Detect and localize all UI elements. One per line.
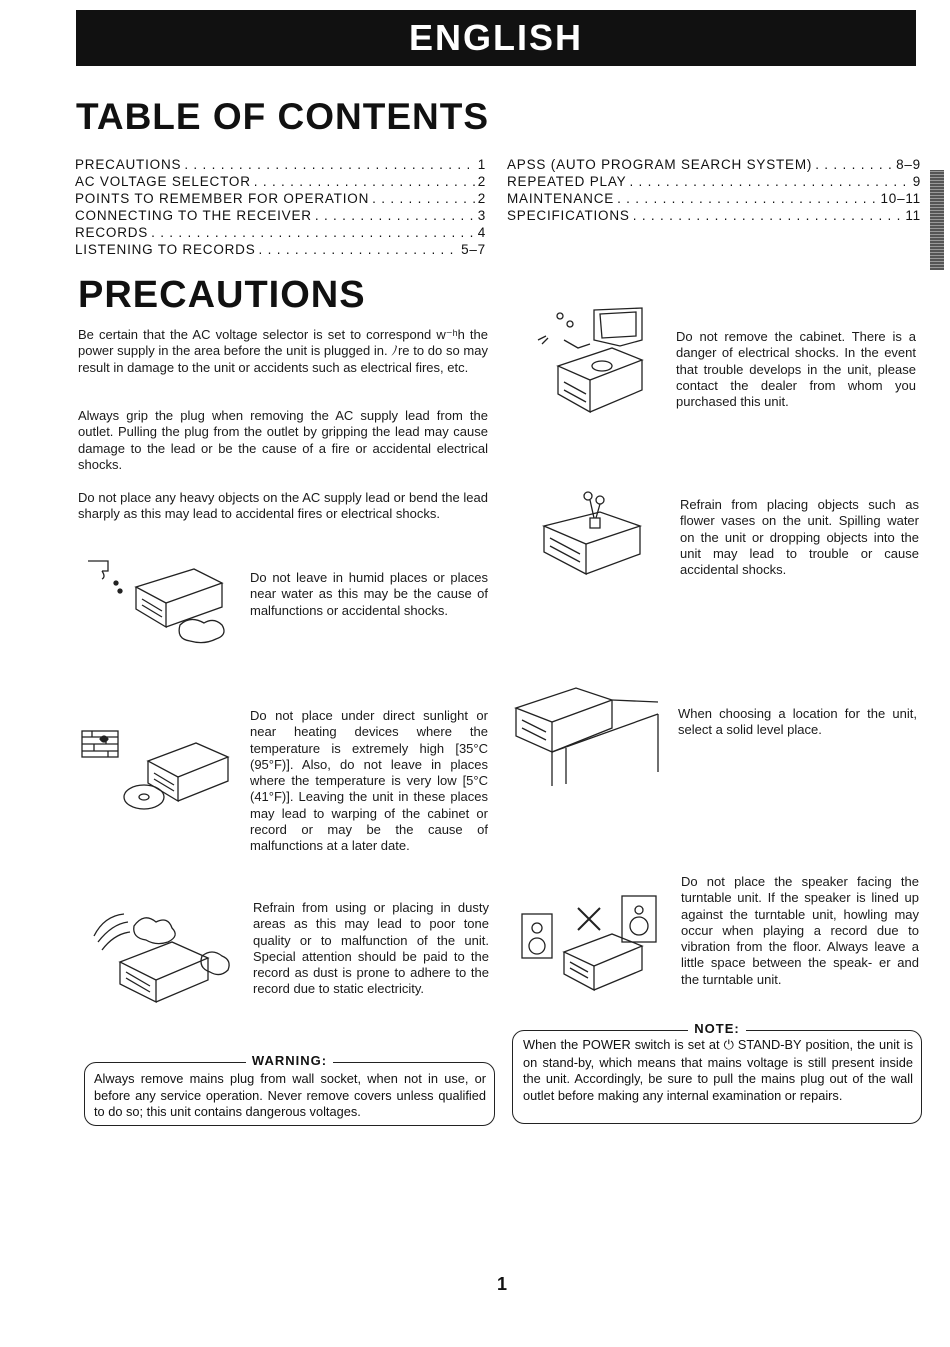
- toc-heading: TABLE OF CONTENTS: [76, 96, 490, 137]
- speaker-precaution-text: Do not place the speaker facing the turntable unit. If the speaker is lined up against the turntable unit, howling may occur when playing a record due to vibration from the floor. Always leave a little space between the speak- er and the turntable unit.: [681, 874, 919, 987]
- toc-entry-title: CONNECTING TO THE RECEIVER: [75, 208, 312, 223]
- page-number: 1: [496, 1274, 507, 1294]
- sunlight-unit-illustration: [78, 717, 236, 817]
- plug-precaution-text: Always grip the plug when removing the AC supply lead from the outlet. Pulling the plug from the outlet by gripping the lead may cause damage to the lead or be the cause of a fire or accidental electrical shocks.: [78, 408, 488, 472]
- note-label: NOTE:: [688, 1021, 745, 1036]
- humid-precaution-text: Do not leave in humid places or places near water as this may be the cause of malfunctions or accidental shocks.: [250, 570, 488, 618]
- flower-vase-illustration: [540, 488, 646, 586]
- toc-entry-page: 8–9: [896, 157, 921, 172]
- precautions-heading: PRECAUTIONS: [78, 274, 366, 316]
- toc-entry[interactable]: [507, 173, 921, 190]
- toc-entry-page: 1: [477, 157, 486, 172]
- heavy-objects-precaution-text: Do not place any heavy objects on the AC supply lead or bend the lead sharply as this may lead to accidental fires or electrical shocks.: [78, 490, 488, 522]
- toc-entry[interactable]: [75, 173, 486, 190]
- warning-box: [84, 1053, 495, 1126]
- speaker-placement-illustration: [516, 890, 664, 994]
- level-place-illustration: [512, 680, 662, 790]
- warning-text: Always remove mains plug from wall socket, when not in use, or before any service operation. Never remove covers unless qualified to do so; this unit contains dangerous voltages.: [94, 1071, 486, 1119]
- dust-precaution-text: Refrain from using or placing in dusty areas as this may lead to poor tone quality or to malfunction of the unit. Special attention should be paid to the record as dust is prone to adhere to the record due to static electricity.: [253, 900, 489, 997]
- warning-label: WARNING:: [246, 1053, 333, 1068]
- toc-entry-title: PRECAUTIONS: [75, 157, 182, 172]
- toc-entry[interactable]: [75, 224, 486, 241]
- note-text-start: When the POWER switch is set at: [523, 1037, 720, 1052]
- toc-entry-page: 11: [905, 208, 921, 223]
- toc-entry[interactable]: [75, 207, 486, 224]
- cabinet-removal-illustration: [524, 300, 664, 418]
- toc-entry-title: AC VOLTAGE SELECTOR: [75, 174, 251, 189]
- note-text: [523, 1037, 913, 1104]
- toc-entry[interactable]: [75, 190, 486, 207]
- cabinet-precaution-text: Do not remove the cabinet. There is a danger of electrical shocks. In the event that trouble develops in the unit, please contact the dealer from whom you purchased this unit.: [676, 329, 916, 410]
- note-box: [512, 1021, 922, 1124]
- toc-entry[interactable]: [507, 190, 921, 207]
- toc-entry-title: LISTENING TO RECORDS: [75, 242, 256, 257]
- page-edge-tab: [930, 170, 944, 270]
- sunlight-precaution-text: Do not place under direct sunlight or near heating devices where the temperature is extremely high [35°C (95°F)]. Also, do not leave in places where the temperature is very low [5°C (41°F)]. Leaving the unit in these places may lead to warping of the cabinet or record or may be the cause of malfunctions at a later date.: [250, 708, 488, 854]
- toc-left-column: [75, 156, 486, 258]
- toc-right-column: [507, 156, 921, 224]
- toc-entry-page: 5–7: [461, 242, 486, 257]
- toc-entry-title: SPECIFICATIONS: [507, 208, 630, 223]
- toc-entry-title: APSS (AUTO PROGRAM SEARCH SYSTEM): [507, 157, 813, 172]
- level-place-precaution-text: When choosing a location for the unit, select a solid level place.: [678, 706, 917, 738]
- toc-entry-page: 9: [912, 174, 921, 189]
- toc-entry-title: MAINTENANCE: [507, 191, 615, 206]
- toc-entry-page: 2: [477, 174, 486, 189]
- toc-entry-title: POINTS TO REMEMBER FOR OPERATION: [75, 191, 370, 206]
- toc-entry[interactable]: [507, 207, 921, 224]
- dust-unit-illustration: [90, 906, 248, 1006]
- toc-entry[interactable]: [75, 156, 486, 173]
- voltage-precaution-text: Be certain that the AC voltage selector is set to correspond w⁻ʰh the power supply in the area before the unit is plugged in. ﾉre to do so may result in damage to the unit or accidents such as electrical fires, etc.: [78, 327, 488, 375]
- toc-entry-page: 2: [477, 191, 486, 206]
- humid-unit-illustration: [84, 547, 234, 647]
- note-text-end: STAND-BY position, the unit is on stand-by, which means that mains voltage is still present inside the unit. Accordingly, be sure to pull the mains plug out of the wall outlet before making any internal examination or repairs.: [523, 1037, 913, 1103]
- language-banner: ENGLISH: [76, 10, 916, 66]
- toc-entry[interactable]: [507, 156, 921, 173]
- toc-entry-page: 4: [477, 225, 486, 240]
- toc-entry[interactable]: [75, 241, 486, 258]
- toc-entry-title: REPEATED PLAY: [507, 174, 627, 189]
- vase-precaution-text: Refrain from placing objects such as flower vases on the unit. Spilling water on the unit or dropping objects into the unit may lead to trouble or cause accidental shocks.: [680, 497, 919, 578]
- toc-entry-page: 10–11: [880, 191, 921, 206]
- toc-entry-title: RECORDS: [75, 225, 149, 240]
- toc-entry-page: 3: [477, 208, 486, 223]
- power-standby-icon: ⏻: [723, 1038, 734, 1053]
